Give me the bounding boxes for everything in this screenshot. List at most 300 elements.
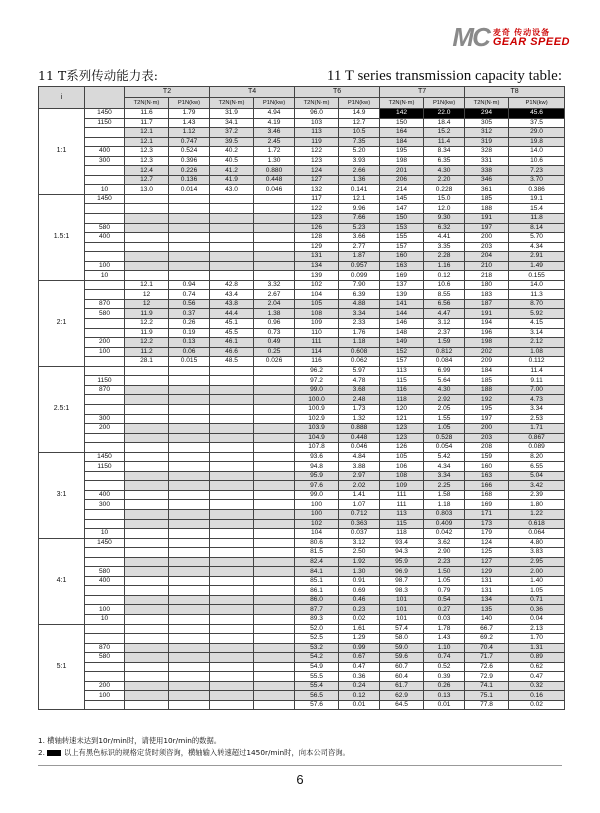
value-cell: [254, 424, 295, 434]
value-cell: [210, 471, 254, 481]
value-cell: 3.88: [339, 462, 380, 472]
value-cell: [125, 414, 169, 424]
logo-cn: 麦奇 传动设备: [492, 28, 551, 37]
value-cell: 131: [295, 252, 339, 262]
value-cell: 123: [380, 433, 424, 443]
value-cell: 4.84: [339, 452, 380, 462]
value-cell: [169, 242, 210, 252]
value-cell: [169, 662, 210, 672]
value-cell: 123: [380, 424, 424, 434]
value-cell: 146: [380, 319, 424, 329]
table-row: [39, 252, 565, 262]
value-cell: 163: [465, 471, 509, 481]
value-cell: 11.4: [424, 137, 465, 147]
value-cell: 55.5: [295, 672, 339, 682]
value-cell: 1.05: [424, 576, 465, 586]
value-cell: 184: [465, 366, 509, 376]
value-cell: 3.83: [509, 548, 565, 558]
value-cell: 173: [465, 519, 509, 529]
value-cell: 0.046: [339, 443, 380, 453]
value-cell: 338: [465, 166, 509, 176]
value-cell: 66.7: [465, 624, 509, 634]
speed-cell: 200: [85, 338, 125, 348]
table-row: [39, 624, 565, 634]
value-cell: 149: [380, 338, 424, 348]
value-cell: 3.34: [339, 309, 380, 319]
value-cell: 3.14: [509, 328, 565, 338]
value-cell: [210, 681, 254, 691]
value-cell: 115: [380, 519, 424, 529]
value-cell: 294: [465, 109, 509, 119]
value-cell: 42.8: [210, 280, 254, 290]
speed-cell: [85, 404, 125, 414]
table-row: [39, 223, 565, 233]
value-cell: 37.2: [210, 128, 254, 138]
value-cell: 0.12: [424, 271, 465, 281]
value-cell: 137: [380, 280, 424, 290]
value-cell: [254, 700, 295, 710]
value-cell: 135: [465, 605, 509, 615]
table-row: [39, 691, 565, 701]
ratio-cell: 1:1: [39, 109, 85, 195]
value-cell: 37.5: [509, 118, 565, 128]
value-cell: 109: [295, 319, 339, 329]
value-cell: 93.4: [380, 538, 424, 548]
value-cell: 4.30: [424, 385, 465, 395]
value-cell: 8.55: [424, 290, 465, 300]
value-cell: [210, 490, 254, 500]
value-cell: 97.2: [295, 376, 339, 386]
table-row: [39, 443, 565, 453]
value-cell: [254, 500, 295, 510]
value-cell: 116: [295, 357, 339, 367]
value-cell: 0.712: [339, 509, 380, 519]
speed-cell: 100: [85, 605, 125, 615]
value-cell: 209: [465, 357, 509, 367]
value-cell: 5.97: [339, 366, 380, 376]
value-cell: [169, 643, 210, 653]
value-cell: 43.4: [210, 290, 254, 300]
value-cell: 166: [465, 481, 509, 491]
value-cell: [210, 567, 254, 577]
value-cell: [169, 634, 210, 644]
value-cell: [254, 662, 295, 672]
value-cell: 1.72: [254, 147, 295, 157]
value-cell: 1.61: [339, 624, 380, 634]
table-row: [39, 500, 565, 510]
value-cell: 46.1: [210, 338, 254, 348]
table-row: [39, 385, 565, 395]
value-cell: [169, 481, 210, 491]
table-row: [39, 280, 565, 290]
table-row: [39, 395, 565, 405]
value-cell: [254, 471, 295, 481]
ratio-cell: 3:1: [39, 452, 85, 538]
value-cell: 3.32: [254, 280, 295, 290]
table-row: [39, 662, 565, 672]
value-cell: 0.524: [169, 147, 210, 157]
value-cell: 0.74: [169, 290, 210, 300]
value-cell: 1.78: [424, 624, 465, 634]
table-row: [39, 672, 565, 682]
value-cell: 5.20: [339, 147, 380, 157]
value-cell: 0.064: [509, 529, 565, 539]
value-cell: [210, 653, 254, 663]
value-cell: [254, 595, 295, 605]
value-cell: [254, 404, 295, 414]
value-cell: 0.47: [509, 672, 565, 682]
value-cell: 1.80: [509, 500, 565, 510]
speed-cell: 200: [85, 681, 125, 691]
value-cell: 11.8: [509, 214, 565, 224]
value-cell: 361: [465, 185, 509, 195]
value-cell: 59.6: [380, 653, 424, 663]
value-cell: [125, 204, 169, 214]
speed-cell: 10: [85, 614, 125, 624]
table-row: [39, 376, 565, 386]
value-cell: 12.7: [125, 175, 169, 185]
value-cell: 4.15: [509, 319, 565, 329]
value-cell: 55.4: [295, 681, 339, 691]
value-cell: 54.9: [295, 662, 339, 672]
value-cell: 2.39: [509, 490, 565, 500]
value-cell: [125, 261, 169, 271]
value-cell: 96.0: [295, 109, 339, 119]
value-cell: 44.4: [210, 309, 254, 319]
table-row: [39, 319, 565, 329]
value-cell: [210, 529, 254, 539]
value-cell: 9.11: [509, 376, 565, 386]
value-cell: 102.9: [295, 414, 339, 424]
torque-header: T2N(N·m): [465, 98, 509, 109]
ratio-cell: 2.5:1: [39, 366, 85, 452]
value-cell: 104: [295, 529, 339, 539]
speed-cell: [85, 586, 125, 596]
value-cell: 58.0: [380, 634, 424, 644]
value-cell: 19.1: [509, 194, 565, 204]
value-cell: [169, 214, 210, 224]
value-cell: 109: [380, 481, 424, 491]
value-cell: 59.0: [380, 643, 424, 653]
table-row: [39, 214, 565, 224]
value-cell: [254, 529, 295, 539]
value-cell: 1.43: [169, 118, 210, 128]
value-cell: [210, 204, 254, 214]
value-cell: 62.9: [380, 691, 424, 701]
value-cell: 1.08: [509, 347, 565, 357]
value-cell: 12.1: [339, 194, 380, 204]
value-cell: 134: [465, 595, 509, 605]
value-cell: 214: [380, 185, 424, 195]
value-cell: [125, 509, 169, 519]
value-cell: 123: [295, 156, 339, 166]
speed-cell: 870: [85, 299, 125, 309]
value-cell: 4.94: [254, 109, 295, 119]
value-cell: [210, 424, 254, 434]
value-cell: [254, 672, 295, 682]
value-cell: 3.46: [254, 128, 295, 138]
value-cell: 1.36: [339, 175, 380, 185]
table-row: [39, 586, 565, 596]
speed-header: [85, 87, 125, 109]
value-cell: 0.36: [339, 672, 380, 682]
torque-header: T2N(N·m): [380, 98, 424, 109]
value-cell: 0.26: [424, 681, 465, 691]
value-cell: 0.67: [339, 653, 380, 663]
value-cell: 148: [380, 328, 424, 338]
value-cell: 69.2: [465, 634, 509, 644]
value-cell: 2.12: [509, 338, 565, 348]
value-cell: 6.56: [424, 299, 465, 309]
value-cell: [210, 395, 254, 405]
value-cell: 4.47: [424, 309, 465, 319]
speed-cell: 10: [85, 529, 125, 539]
value-cell: [169, 433, 210, 443]
value-cell: 57.6: [295, 700, 339, 710]
value-cell: [169, 385, 210, 395]
table-row: [39, 118, 565, 128]
value-cell: 3.62: [424, 538, 465, 548]
speed-cell: 580: [85, 567, 125, 577]
speed-cell: 100: [85, 691, 125, 701]
value-cell: 183: [465, 290, 509, 300]
value-cell: 114: [295, 347, 339, 357]
speed-cell: [85, 242, 125, 252]
value-cell: 0.47: [339, 662, 380, 672]
value-cell: [254, 538, 295, 548]
value-cell: 331: [465, 156, 509, 166]
value-cell: 6.39: [339, 290, 380, 300]
value-cell: 118: [380, 529, 424, 539]
value-cell: 0.608: [339, 347, 380, 357]
value-cell: [169, 404, 210, 414]
value-cell: 11.3: [509, 290, 565, 300]
value-cell: 124: [465, 538, 509, 548]
value-cell: [254, 214, 295, 224]
value-cell: 4.78: [339, 376, 380, 386]
value-cell: 0.957: [339, 261, 380, 271]
table-row: [39, 614, 565, 624]
value-cell: 96.9: [380, 567, 424, 577]
value-cell: 1.40: [509, 576, 565, 586]
value-cell: 77.8: [465, 700, 509, 710]
value-cell: 86.0: [295, 595, 339, 605]
value-cell: 1.18: [339, 338, 380, 348]
value-cell: [169, 681, 210, 691]
value-cell: [254, 567, 295, 577]
ratio-cell: 4:1: [39, 538, 85, 624]
value-cell: [169, 452, 210, 462]
value-cell: 5.70: [509, 233, 565, 243]
value-cell: [254, 414, 295, 424]
speed-cell: [85, 395, 125, 405]
value-cell: [210, 691, 254, 701]
speed-cell: [85, 557, 125, 567]
speed-cell: [85, 252, 125, 262]
value-cell: 113: [295, 128, 339, 138]
footnote-2-text: 以上有黑色标识的规格定货时须咨询，横轴输入转速超过1450r/min时，向本公司咨询。: [63, 748, 350, 757]
value-cell: 0.71: [509, 595, 565, 605]
value-cell: 184: [380, 137, 424, 147]
value-cell: 142: [380, 109, 424, 119]
value-cell: [169, 252, 210, 262]
value-cell: [254, 557, 295, 567]
value-cell: [125, 529, 169, 539]
value-cell: 4.19: [254, 118, 295, 128]
value-cell: 70.4: [465, 643, 509, 653]
value-cell: 10.6: [424, 280, 465, 290]
value-cell: 111: [380, 500, 424, 510]
speed-cell: [85, 548, 125, 558]
value-cell: 34.1: [210, 118, 254, 128]
value-cell: 346: [465, 175, 509, 185]
speed-cell: [85, 471, 125, 481]
value-cell: 3.12: [339, 538, 380, 548]
value-cell: 72.9: [465, 672, 509, 682]
value-cell: 140: [465, 614, 509, 624]
value-cell: 96.2: [295, 366, 339, 376]
value-cell: [169, 548, 210, 558]
speed-cell: [85, 328, 125, 338]
value-cell: [210, 595, 254, 605]
value-cell: [254, 452, 295, 462]
value-cell: 1.18: [424, 500, 465, 510]
value-cell: 7.23: [509, 166, 565, 176]
value-cell: 0.23: [339, 605, 380, 615]
value-cell: [125, 433, 169, 443]
value-cell: 0.25: [254, 347, 295, 357]
value-cell: 71.7: [465, 653, 509, 663]
value-cell: 121: [380, 414, 424, 424]
value-cell: 43.8: [210, 299, 254, 309]
value-cell: [169, 471, 210, 481]
table-row: [39, 681, 565, 691]
value-cell: [125, 548, 169, 558]
value-cell: 150: [380, 118, 424, 128]
value-cell: [125, 605, 169, 615]
value-cell: [125, 366, 169, 376]
value-cell: 115: [380, 376, 424, 386]
value-cell: 0.03: [424, 614, 465, 624]
value-cell: 15.2: [424, 128, 465, 138]
value-cell: 12.1: [125, 280, 169, 290]
value-cell: 98.7: [380, 576, 424, 586]
value-cell: 3.93: [339, 156, 380, 166]
value-cell: 126: [380, 443, 424, 453]
value-cell: 0.06: [169, 347, 210, 357]
value-cell: 5.04: [509, 471, 565, 481]
value-cell: 0.386: [509, 185, 565, 195]
value-cell: [210, 509, 254, 519]
table-row: [39, 290, 565, 300]
value-cell: 0.36: [509, 605, 565, 615]
value-cell: 0.155: [509, 271, 565, 281]
value-cell: [254, 395, 295, 405]
value-cell: 1.79: [169, 109, 210, 119]
value-cell: 0.73: [254, 328, 295, 338]
table-row: [39, 595, 565, 605]
value-cell: 120: [380, 404, 424, 414]
value-cell: 163: [380, 261, 424, 271]
value-cell: [125, 567, 169, 577]
value-cell: 64.5: [380, 700, 424, 710]
brand-logo: [452, 22, 570, 52]
speed-cell: 100: [85, 261, 125, 271]
value-cell: 1.29: [339, 634, 380, 644]
value-cell: [169, 462, 210, 472]
value-cell: 12: [125, 299, 169, 309]
value-cell: 185: [465, 376, 509, 386]
value-cell: 203: [465, 433, 509, 443]
speed-cell: [85, 481, 125, 491]
power-header: P1N(kw): [424, 98, 465, 109]
value-cell: 11.6: [125, 109, 169, 119]
value-cell: 195: [380, 147, 424, 157]
value-cell: 102: [295, 519, 339, 529]
value-cell: [169, 414, 210, 424]
value-cell: 144: [380, 309, 424, 319]
value-cell: [169, 576, 210, 586]
value-cell: 319: [465, 137, 509, 147]
table-row: [39, 557, 565, 567]
value-cell: [254, 223, 295, 233]
value-cell: 9.30: [424, 214, 465, 224]
speed-cell: 580: [85, 653, 125, 663]
footer-divider: [38, 765, 562, 766]
table-row: [39, 433, 565, 443]
value-cell: 4.73: [509, 395, 565, 405]
value-cell: 107.8: [295, 443, 339, 453]
value-cell: [210, 586, 254, 596]
value-cell: [254, 261, 295, 271]
value-cell: 2.67: [254, 290, 295, 300]
value-cell: 150: [380, 214, 424, 224]
table-row: [39, 299, 565, 309]
value-cell: 54.2: [295, 653, 339, 663]
value-cell: [210, 634, 254, 644]
value-cell: 0.13: [169, 338, 210, 348]
value-cell: 60.4: [380, 672, 424, 682]
speed-cell: [85, 280, 125, 290]
value-cell: 1.76: [339, 328, 380, 338]
value-cell: 29.0: [509, 128, 565, 138]
value-cell: 3.34: [509, 404, 565, 414]
value-cell: [125, 662, 169, 672]
value-cell: 0.888: [339, 424, 380, 434]
speed-cell: 300: [85, 500, 125, 510]
value-cell: 117: [295, 194, 339, 204]
ratio-cell: 5:1: [39, 624, 85, 710]
value-cell: 82.4: [295, 557, 339, 567]
value-cell: 0.19: [169, 328, 210, 338]
value-cell: 18.4: [424, 118, 465, 128]
value-cell: 160: [465, 462, 509, 472]
value-cell: 2.92: [424, 395, 465, 405]
value-cell: [254, 204, 295, 214]
value-cell: 1.31: [509, 643, 565, 653]
value-cell: 108: [380, 471, 424, 481]
value-cell: 0.136: [169, 175, 210, 185]
value-cell: 45.5: [210, 328, 254, 338]
value-cell: [210, 548, 254, 558]
value-cell: 118: [380, 395, 424, 405]
value-cell: [169, 700, 210, 710]
value-cell: 2.77: [339, 242, 380, 252]
value-cell: 10.5: [339, 128, 380, 138]
value-cell: 2.50: [339, 548, 380, 558]
value-cell: [125, 653, 169, 663]
value-cell: 101: [380, 614, 424, 624]
